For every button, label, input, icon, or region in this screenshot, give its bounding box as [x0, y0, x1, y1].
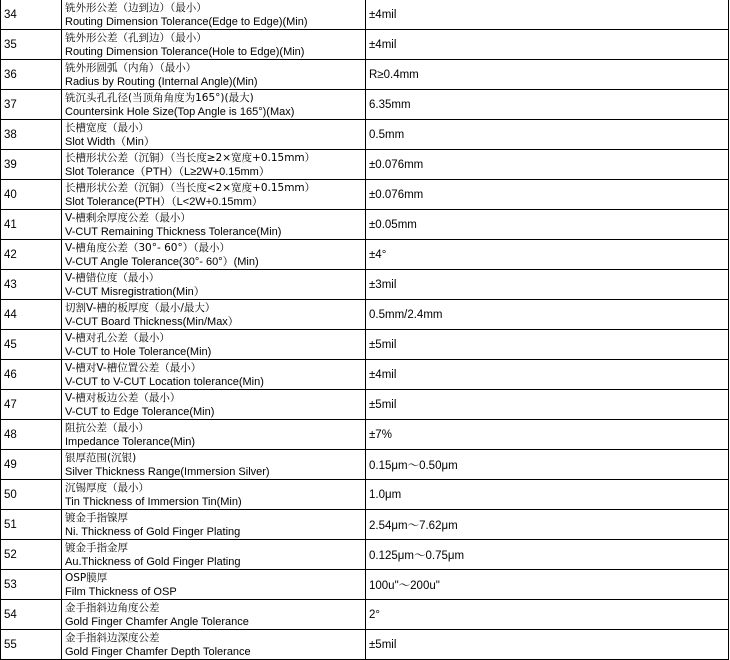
item-name-english: Silver Thickness Range(Immersion Silver) — [65, 465, 270, 478]
item-cell — [62, 300, 366, 330]
item-name-english: Slot Tolerance(PTH）（L<2W+0.15mm） — [65, 195, 263, 208]
item-name-chinese: 铣外形公差（孔到边）（最小） — [65, 31, 207, 44]
item-name-chinese: V-槽错位度（最小） — [65, 271, 160, 284]
item-cell — [62, 390, 366, 420]
table-row — [1, 450, 729, 480]
item-cell — [62, 120, 366, 150]
item-name-english: Slot Width（Min） — [65, 135, 155, 148]
row-number: 45 — [1, 330, 62, 360]
item-name-chinese: V-槽对板边公差（最小） — [65, 391, 181, 404]
item-cell — [62, 510, 366, 540]
capability-value: ±5mil — [366, 330, 729, 360]
item-cell — [62, 90, 366, 120]
item-name-english: V-CUT Board Thickness(Min/Max） — [65, 315, 239, 328]
row-number: 34 — [1, 0, 62, 30]
capability-value: ±0.05mm — [366, 210, 729, 240]
item-cell — [62, 420, 366, 450]
row-number: 44 — [1, 300, 62, 330]
item-name-chinese: 镀金手指镍厚 — [65, 511, 128, 524]
item-name-chinese: 铣外形公差（边到边）（最小） — [65, 1, 207, 14]
table-row — [1, 240, 729, 270]
capability-value: 0.5mm/2.4mm — [366, 300, 729, 330]
item-cell — [62, 240, 366, 270]
item-name-english: V-CUT to Hole Tolerance(Min) — [65, 345, 212, 358]
item-name-chinese: 铣沉头孔孔径(当顶角角度为165°)(最大) — [65, 91, 254, 104]
capability-value: 6.35mm — [366, 90, 729, 120]
row-number: 35 — [1, 30, 62, 60]
item-name-chinese: 长槽形状公差（沉铜）（当长度≥2×宽度+0.15mm） — [65, 151, 316, 164]
table-row — [1, 60, 729, 90]
item-name-chinese: V-槽角度公差（30°- 60°）（最小） — [65, 241, 230, 254]
item-cell — [62, 0, 366, 30]
row-number: 36 — [1, 60, 62, 90]
item-cell — [62, 630, 366, 660]
row-number: 54 — [1, 600, 62, 630]
item-cell — [62, 270, 366, 300]
item-name-chinese: V-槽剩余厚度公差（最小） — [65, 211, 191, 224]
item-name-english: Gold Finger Chamfer Depth Tolerance — [65, 645, 251, 658]
item-cell — [62, 60, 366, 90]
item-name-english: V-CUT Angle Tolerance(30°- 60°）(Min) — [65, 255, 259, 268]
item-cell — [62, 600, 366, 630]
row-number: 52 — [1, 540, 62, 570]
item-cell — [62, 150, 366, 180]
item-name-chinese: 镀金手指金厚 — [65, 541, 128, 554]
item-name-english: Impedance Tolerance(Min) — [65, 435, 196, 448]
item-cell — [62, 330, 366, 360]
item-name-english: Slot Tolerance（PTH）（L≥2W+0.15mm） — [65, 165, 270, 178]
capability-value: ±3mil — [366, 270, 729, 300]
item-name-english: Countersink Hole Size(Top Angle is 165°)(Max) — [65, 105, 295, 118]
capability-value: ±7% — [366, 420, 729, 450]
row-number: 38 — [1, 120, 62, 150]
item-name-english: V-CUT Misregistration(Min） — [65, 285, 205, 298]
capability-value: 2.54μm～7.62μm — [366, 510, 729, 540]
item-name-chinese: 长槽形状公差（沉铜）（当长度<2×宽度+0.15mm） — [65, 181, 316, 194]
table-row — [1, 480, 729, 510]
item-cell — [62, 360, 366, 390]
capability-value: ±0.076mm — [366, 150, 729, 180]
item-name-chinese: OSP膜厚 — [65, 571, 108, 584]
capability-value: ±4° — [366, 240, 729, 270]
item-cell — [62, 540, 366, 570]
row-number: 37 — [1, 90, 62, 120]
capability-value: 0.125μm～0.75μm — [366, 540, 729, 570]
item-cell — [62, 480, 366, 510]
item-name-chinese: 阻抗公差（最小） — [65, 421, 149, 434]
item-name-english: Ni. Thickness of Gold Finger Plating — [65, 525, 241, 538]
table-row — [1, 210, 729, 240]
table-row — [1, 120, 729, 150]
capability-value: ±4mil — [366, 30, 729, 60]
item-name-chinese: V-槽对V-槽位置公差（最小） — [65, 361, 202, 374]
capability-value: ±5mil — [366, 630, 729, 660]
item-name-chinese: 沉锡厚度（最小） — [65, 481, 149, 494]
item-name-chinese: 银厚范围(沉银) — [65, 451, 137, 464]
row-number: 46 — [1, 360, 62, 390]
row-number: 42 — [1, 240, 62, 270]
item-name-english: Routing Dimension Tolerance(Hole to Edge)(Min) — [65, 45, 305, 58]
item-name-english: Film Thickness of OSP — [65, 585, 177, 598]
capability-value: 0.15μm～0.50μm — [366, 450, 729, 480]
table-row — [1, 90, 729, 120]
table-row — [1, 0, 729, 30]
table-row — [1, 510, 729, 540]
item-name-chinese: 切割V-槽的板厚度（最小/最大） — [65, 301, 216, 314]
capability-value: ±5mil — [366, 390, 729, 420]
row-number: 40 — [1, 180, 62, 210]
table-row — [1, 570, 729, 600]
capability-value: 0.5mm — [366, 120, 729, 150]
row-number: 47 — [1, 390, 62, 420]
row-number: 39 — [1, 150, 62, 180]
item-name-chinese: V-槽对孔公差（最小） — [65, 331, 170, 344]
row-number: 53 — [1, 570, 62, 600]
table-row — [1, 270, 729, 300]
table-row — [1, 330, 729, 360]
item-name-chinese: 长槽宽度（最小） — [65, 121, 149, 134]
row-number: 55 — [1, 630, 62, 660]
table-row — [1, 180, 729, 210]
item-name-english: Gold Finger Chamfer Angle Tolerance — [65, 615, 249, 628]
capability-value: 100u"～200u" — [366, 570, 729, 600]
table-row — [1, 540, 729, 570]
table-row — [1, 390, 729, 420]
item-name-chinese: 金手指斜边角度公差 — [65, 601, 160, 614]
capability-value: ±0.076mm — [366, 180, 729, 210]
capability-value: R≥0.4mm — [366, 60, 729, 90]
row-number: 50 — [1, 480, 62, 510]
item-name-english: Radius by Routing (Internal Angle)(Min) — [65, 75, 258, 88]
item-name-english: V-CUT to Edge Tolerance(Min) — [65, 405, 215, 418]
row-number: 43 — [1, 270, 62, 300]
item-cell — [62, 30, 366, 60]
item-name-chinese: 金手指斜边深度公差 — [65, 631, 160, 644]
row-number: 49 — [1, 450, 62, 480]
item-name-chinese: 铣外形圆弧（内角）（最小） — [65, 61, 197, 74]
table-row — [1, 30, 729, 60]
item-name-english: Routing Dimension Tolerance(Edge to Edge)(Min) — [65, 15, 308, 28]
table-row — [1, 150, 729, 180]
capability-value: 2° — [366, 600, 729, 630]
item-name-english: V-CUT Remaining Thickness Tolerance(Min) — [65, 225, 282, 238]
row-number: 48 — [1, 420, 62, 450]
row-number: 51 — [1, 510, 62, 540]
item-name-english: Au.Thickness of Gold Finger Plating — [65, 555, 241, 568]
item-name-english: Tin Thickness of Immersion Tin(Min) — [65, 495, 242, 508]
item-cell — [62, 180, 366, 210]
table-row — [1, 600, 729, 630]
row-number: 41 — [1, 210, 62, 240]
capability-value: 1.0μm — [366, 480, 729, 510]
item-name-english: V-CUT to V-CUT Location tolerance(Min) — [65, 375, 264, 388]
spec-table-body — [1, 0, 729, 660]
table-row — [1, 300, 729, 330]
table-row — [1, 630, 729, 660]
capability-value: ±4mil — [366, 360, 729, 390]
table-row — [1, 360, 729, 390]
capability-value: ±4mil — [366, 0, 729, 30]
item-cell — [62, 570, 366, 600]
item-cell — [62, 210, 366, 240]
table-row — [1, 420, 729, 450]
item-cell — [62, 450, 366, 480]
